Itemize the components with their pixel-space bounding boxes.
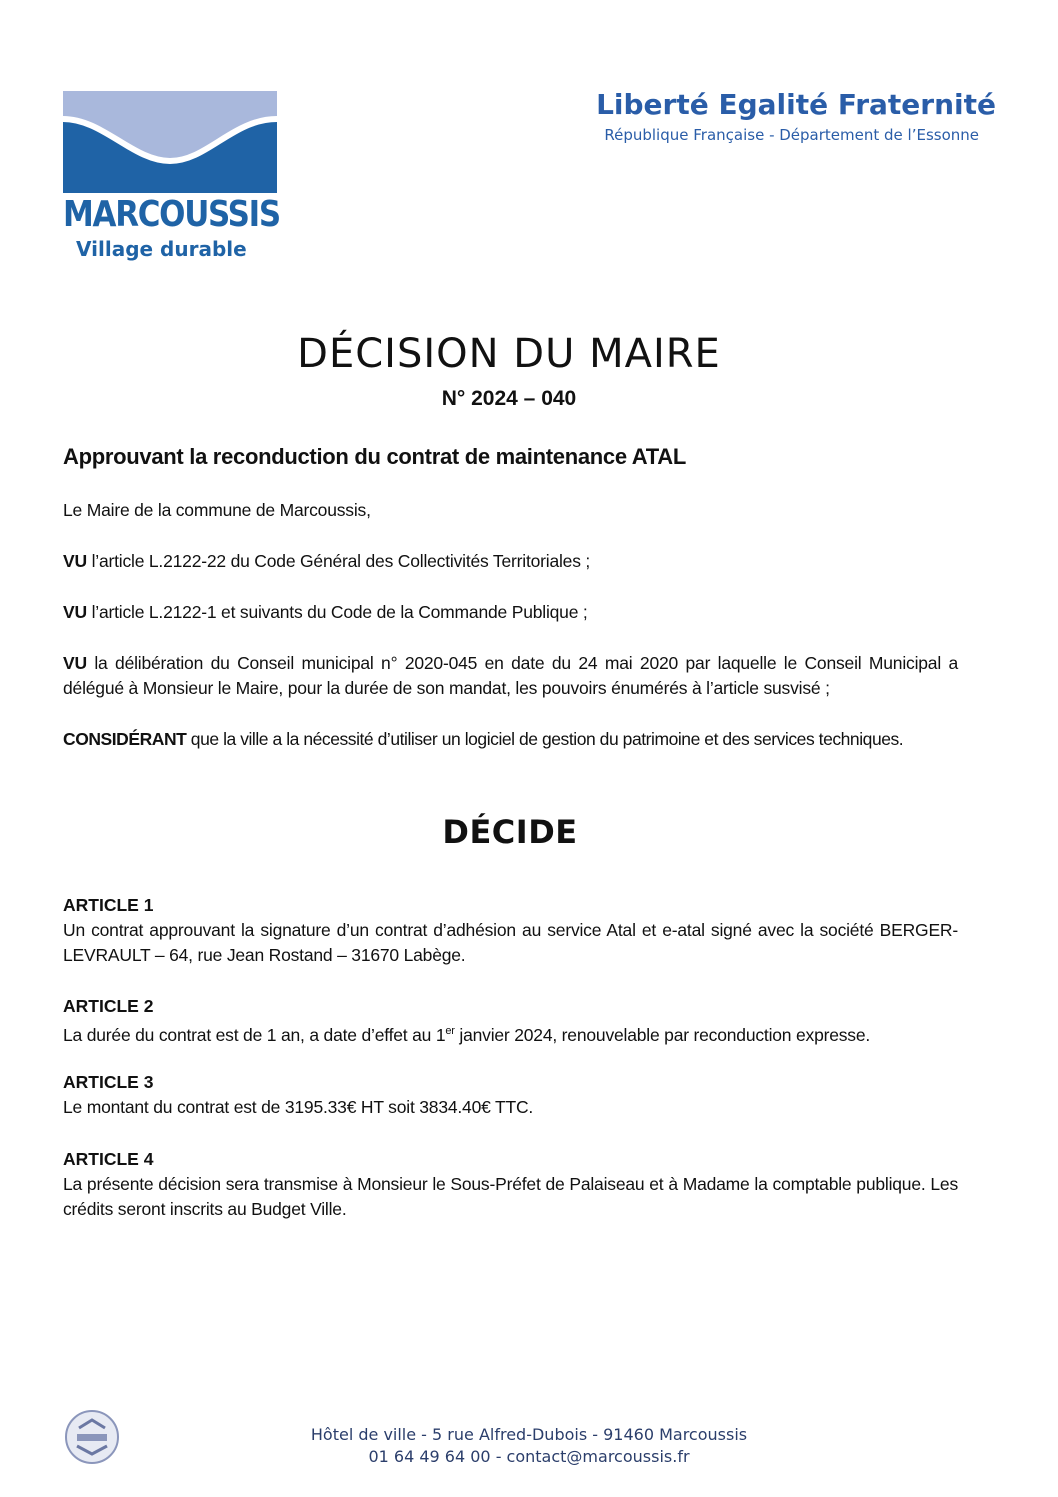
preamble-intro: Le Maire de la commune de Marcoussis, — [63, 500, 371, 520]
preamble-vu-1 — [63, 549, 958, 574]
preamble-considerant — [63, 727, 958, 752]
article-2-heading: ARTICLE 2 — [63, 996, 154, 1016]
republic-motto: Liberté Egalité Fraternité — [596, 88, 996, 121]
vu-keyword: VU — [63, 602, 87, 622]
article-4-text: La présente décision sera transmise à Monsieur le Sous-Préfet de Palaiseau et à Madame la comptable publique. Les crédits seront inscrits au Budget Ville. — [63, 1174, 958, 1219]
republic-subtitle: République Française - Département de l’Essonne — [604, 126, 979, 144]
decision-number: N° 2024 – 040 — [441, 387, 577, 410]
preamble-vu-3 — [63, 651, 958, 701]
logo-wave-graphic — [63, 91, 277, 193]
article-3-text: Le montant du contrat est de 3195.33€ HT soit 3834.40€ TTC. — [63, 1097, 534, 1117]
article-3-heading: ARTICLE 3 — [63, 1072, 154, 1092]
article-4-heading: ARTICLE 4 — [63, 1149, 154, 1169]
vu-text: l’article L.2122-22 du Code Général des Collectivités Territoriales ; — [86, 551, 591, 571]
marcoussis-logo — [63, 91, 280, 266]
decision-subject: Approuvant la reconduction du contrat de maintenance ATAL — [63, 444, 686, 469]
article-2-superscript: er — [445, 1025, 455, 1037]
vu-keyword: VU — [63, 653, 87, 673]
article-2-text — [63, 1019, 958, 1048]
considerant-keyword: CONSIDÉRANT — [63, 729, 187, 749]
article-2-text-after: janvier 2024, renouvelable par reconduction expresse. — [454, 1024, 871, 1045]
footer-address: Hôtel de ville - 5 rue Alfred-Dubois - 91460 Marcoussis — [310, 1425, 748, 1444]
preamble-vu-2 — [63, 600, 958, 625]
logo-name: MARCOUSSIS — [63, 194, 280, 235]
decide-heading: DÉCIDE — [442, 813, 578, 851]
footer-contact: 01 64 49 64 00 - contact@marcoussis.fr — [368, 1447, 690, 1466]
vu-keyword: VU — [63, 551, 87, 571]
document-title: DÉCISION DU MAIRE — [297, 331, 721, 377]
logo-tagline: Village durable — [76, 237, 247, 261]
article-2-text-before: La durée du contrat est de 1 an, a date d’effet au 1 — [63, 1024, 446, 1045]
article-1-text: Un contrat approuvant la signature d’un contrat d’adhésion au service Atal et e-atal signé avec la société BERGER-LEVRAULT – 64, rue Jean Rostand – 31670 Labège. — [63, 920, 958, 965]
vu-text: l’article L.2122-1 et suivants du Code de la Commande Publique ; — [86, 602, 588, 622]
vu-text: la délibération du Conseil municipal n° 2020-045 en date du 24 mai 2020 par laquelle le Conseil Municipal a délégué à Monsieur le Maire, pour la durée de son mandat, les pouvoirs énumérés à l’article susvisé ; — [63, 653, 958, 698]
considerant-text: que la ville a la nécessité d’utiliser un logiciel de gestion du patrimoine et des services techniques. — [186, 729, 904, 749]
article-1-heading: ARTICLE 1 — [63, 895, 154, 915]
